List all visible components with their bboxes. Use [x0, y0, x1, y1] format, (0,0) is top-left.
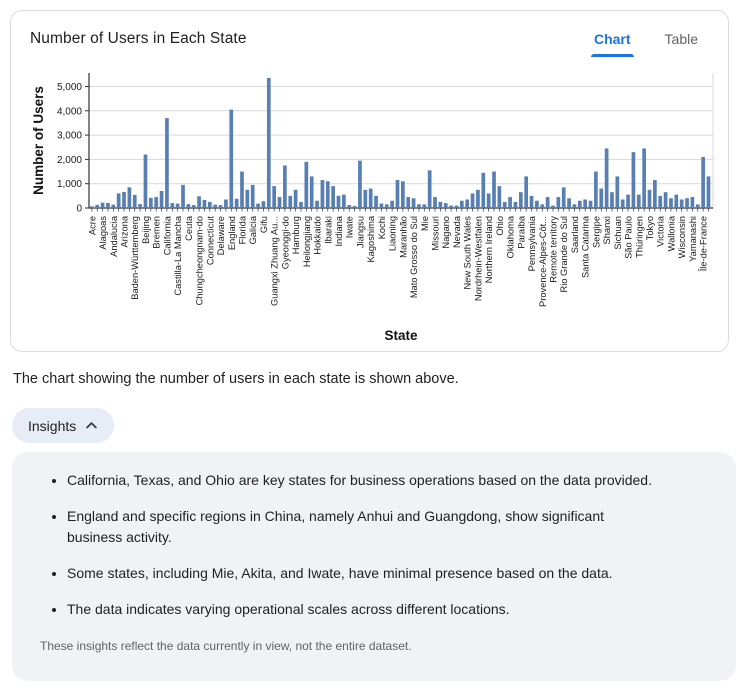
bar[interactable] [498, 186, 502, 208]
x-tick-label: Ceuta [183, 216, 194, 241]
card-header [11, 11, 728, 57]
x-tick-label: Guangxi Zhuang Au... [269, 216, 280, 306]
x-tick-label: Baden-Württemberg [130, 216, 141, 300]
bar[interactable] [235, 199, 239, 208]
bar[interactable] [138, 204, 142, 208]
bar[interactable] [160, 191, 164, 208]
x-tick-label: Provence-Alpes-Côt... [537, 216, 548, 307]
bar[interactable] [219, 205, 223, 208]
bar[interactable] [417, 204, 421, 208]
bar[interactable] [111, 205, 115, 208]
bar[interactable] [256, 204, 260, 208]
bar[interactable] [310, 176, 314, 208]
bar[interactable] [658, 196, 662, 208]
bar[interactable] [481, 173, 485, 208]
x-tick-label: Ohio [494, 216, 505, 236]
bar[interactable] [455, 206, 459, 208]
bar[interactable] [519, 192, 523, 208]
bar[interactable] [165, 118, 169, 208]
bar[interactable] [471, 193, 475, 208]
bar[interactable] [685, 198, 689, 208]
bar[interactable] [428, 170, 432, 208]
bar[interactable] [578, 201, 582, 208]
x-tick-label: Northern Ireland [484, 215, 495, 284]
x-tick-label: Yamanashi [687, 216, 698, 262]
x-tick-label: Nordrhein-Westfalen [473, 215, 484, 302]
x-tick-label: Delaware [216, 216, 227, 256]
bar[interactable] [203, 200, 207, 208]
chevron-up-icon [85, 419, 98, 432]
bar[interactable] [503, 202, 507, 208]
y-tick-label: 2,000 [56, 154, 82, 166]
bar[interactable] [664, 192, 668, 208]
bar[interactable] [460, 201, 464, 208]
bar[interactable] [176, 204, 180, 208]
bar[interactable] [492, 172, 496, 208]
x-tick-label: California [162, 216, 173, 256]
y-tick-label: 1,000 [56, 179, 82, 191]
x-tick-label: Kochi [376, 216, 387, 240]
bar[interactable] [707, 176, 711, 208]
x-tick-label: Bremen [151, 216, 162, 249]
bar[interactable] [615, 176, 619, 208]
bar[interactable] [530, 196, 534, 208]
bar[interactable] [208, 202, 212, 208]
bar[interactable] [594, 172, 598, 208]
bar[interactable] [315, 201, 319, 208]
bar[interactable] [246, 190, 250, 208]
bar[interactable] [224, 199, 228, 208]
bar[interactable] [439, 202, 443, 208]
insights-toggle-button[interactable] [12, 408, 114, 443]
insight-item: • The data indicates varying operational scales across different locations. [67, 599, 659, 620]
bar[interactable] [701, 157, 705, 208]
bar[interactable] [637, 195, 641, 208]
bar[interactable] [374, 196, 378, 208]
bar[interactable] [524, 176, 528, 208]
x-tick-label: England [226, 216, 237, 251]
x-tick-label: Liaoning [387, 216, 398, 252]
x-tick-label: Hokkaido [312, 216, 323, 255]
bar[interactable] [465, 199, 469, 208]
insight-item: • Some states, including Mie, Akita, and Iwate, have minimal presence based on the data. [67, 563, 659, 584]
bar[interactable] [691, 197, 695, 208]
x-tick-label: Hamburg [291, 216, 302, 255]
x-tick-label: Jiangsu [355, 216, 366, 249]
bar[interactable] [401, 181, 405, 208]
x-tick-label: Alagoas [98, 216, 109, 250]
x-tick-label: Beijing [140, 216, 151, 244]
x-tick-label: Victoria [655, 216, 666, 247]
bar[interactable] [605, 148, 609, 208]
x-tick-label: Wisconsin [677, 216, 688, 259]
bar[interactable] [181, 185, 185, 208]
bar[interactable] [262, 201, 266, 208]
bar[interactable] [106, 203, 110, 208]
bar[interactable] [294, 190, 298, 208]
insights-footnote: These insights reflect the data currently in view, not the entire dataset. [40, 639, 412, 653]
y-tick-label: 0 [76, 203, 82, 215]
insight-item: • California, Texas, and Ohio are key states for business operations based on the data provided. [67, 470, 659, 491]
bar[interactable] [406, 197, 410, 208]
bar[interactable] [589, 201, 593, 208]
x-axis-title: State [384, 328, 418, 343]
x-tick-label: Galicia [248, 216, 259, 245]
bar[interactable] [240, 172, 244, 208]
x-tick-label: Iwate [344, 216, 355, 239]
chart-caption: The chart showing the number of users in each state is shown above. [13, 371, 459, 387]
bar[interactable] [621, 199, 625, 208]
x-tick-label: Maranhão [398, 216, 409, 258]
bar[interactable] [567, 198, 571, 208]
insights-toggle-label: Insights [28, 417, 77, 434]
bar[interactable] [251, 185, 255, 208]
insights-panel [12, 452, 736, 681]
bar[interactable] [363, 190, 367, 208]
insights-list [40, 470, 708, 620]
bar[interactable] [133, 195, 137, 208]
bar[interactable] [390, 201, 394, 208]
bar[interactable] [326, 181, 330, 208]
bar[interactable] [626, 195, 630, 208]
bar[interactable] [380, 204, 384, 208]
bar[interactable] [278, 197, 282, 208]
x-tick-label: Thüringen [634, 216, 645, 258]
x-tick-label: Missouri [430, 216, 441, 251]
bar[interactable] [535, 201, 539, 208]
bar[interactable] [288, 196, 292, 208]
tab-table[interactable]: Table [664, 31, 698, 47]
bar[interactable] [170, 203, 174, 208]
bar[interactable] [101, 203, 105, 208]
bar[interactable] [283, 165, 287, 208]
bar[interactable] [149, 198, 153, 208]
bar[interactable] [412, 198, 416, 208]
x-tick-label: Remote territory [548, 216, 559, 283]
x-tick-label: Oklahoma [505, 216, 516, 259]
x-tick-label: Saarland [569, 216, 580, 254]
bar[interactable] [272, 186, 276, 208]
bar[interactable] [508, 197, 512, 208]
x-tick-label: Heilongjiang [301, 216, 312, 268]
bar[interactable] [90, 206, 94, 208]
bar[interactable] [213, 205, 217, 208]
bar[interactable] [642, 148, 646, 208]
bar[interactable] [267, 78, 271, 208]
chart-table-tabs [592, 27, 700, 57]
x-tick-label: Mato Grosso do Sul [409, 216, 420, 299]
bar[interactable] [331, 186, 335, 208]
bar[interactable] [487, 193, 491, 208]
x-tick-label: São Paulo [623, 216, 634, 259]
bar[interactable] [95, 205, 99, 208]
bar[interactable] [669, 198, 673, 208]
bar[interactable] [229, 110, 233, 208]
bar[interactable] [648, 190, 652, 208]
insight-item: • England and specific regions in China, namely Anhui and Guangdong, show significant business activity. [67, 506, 659, 548]
x-tick-label: Wallonia [666, 216, 677, 252]
chart-card [10, 10, 729, 352]
bar[interactable] [321, 180, 325, 208]
x-tick-label: Indiana [334, 216, 345, 247]
x-tick-label: Pennsylvania [527, 216, 538, 272]
bar[interactable] [632, 152, 636, 208]
chart-title: Number of Users in Each State [30, 30, 247, 47]
x-tick-label: Ibaraki [323, 216, 334, 244]
bar[interactable] [342, 195, 346, 208]
bar[interactable] [385, 204, 389, 208]
x-tick-label: Mie [419, 216, 430, 231]
x-tick-label: Tokyo [645, 216, 656, 241]
bar[interactable] [476, 190, 480, 208]
y-axis-title: Number of Users [31, 86, 46, 195]
bar[interactable] [444, 203, 448, 208]
tab-chart[interactable]: Chart [592, 27, 633, 57]
y-tick-label: 3,000 [56, 130, 82, 142]
bar[interactable] [122, 192, 126, 208]
bar[interactable] [610, 192, 614, 208]
x-tick-label: Chungcheongnam-do [194, 215, 205, 306]
x-tick-label: Andalucia [108, 216, 119, 257]
bar[interactable] [197, 196, 201, 208]
x-tick-label: Arizona [119, 216, 130, 248]
x-tick-label: Paraíba [516, 216, 527, 249]
bar[interactable] [154, 197, 158, 208]
x-tick-label: Sergipe [591, 216, 602, 249]
bar[interactable] [674, 195, 678, 208]
x-tick-label: Santa Catarina [580, 216, 591, 279]
bar[interactable] [353, 206, 357, 208]
x-tick-label: Kagoshima [366, 216, 377, 263]
bar[interactable] [653, 180, 657, 208]
x-tick-label: Gifu [258, 216, 269, 234]
x-tick-label: Nagano [441, 216, 452, 249]
bar[interactable] [358, 161, 362, 208]
x-tick-label: Castilla-La Mancha [173, 216, 184, 296]
bar[interactable] [557, 197, 561, 208]
x-tick-label: Florida [237, 216, 248, 245]
bar[interactable] [551, 206, 555, 208]
bar[interactable] [369, 189, 373, 208]
bar[interactable] [422, 204, 426, 208]
x-tick-label: Gyeonggi-do [280, 216, 291, 270]
x-tick-label: Sichuan [612, 216, 623, 250]
x-tick-label: Acre [87, 216, 98, 236]
x-tick-label: Île-de-France [698, 216, 709, 272]
bar[interactable] [299, 202, 303, 208]
bar[interactable] [144, 155, 148, 208]
bar[interactable] [514, 202, 518, 208]
bar[interactable] [433, 197, 437, 208]
bar[interactable] [680, 199, 684, 208]
bar[interactable] [347, 205, 351, 208]
users-by-state-bar-chart[interactable] [19, 63, 723, 351]
bar[interactable] [573, 204, 577, 208]
bar[interactable] [562, 187, 566, 208]
bar[interactable] [696, 204, 700, 208]
bar[interactable] [449, 206, 453, 208]
bar[interactable] [583, 199, 587, 208]
y-tick-label: 4,000 [56, 106, 82, 118]
y-tick-label: 5,000 [56, 82, 82, 93]
x-tick-label: Shanxi [602, 216, 613, 245]
bar[interactable] [396, 180, 400, 208]
bar[interactable] [128, 187, 132, 208]
bar[interactable] [540, 204, 544, 208]
bar[interactable] [192, 205, 196, 208]
x-tick-label: Nevada [451, 216, 462, 249]
bar[interactable] [337, 196, 341, 208]
x-tick-label: New South Wales [462, 216, 473, 290]
bar[interactable] [546, 197, 550, 208]
x-tick-label: Rio Grande do Sul [559, 216, 570, 293]
x-tick-label: Connecticut [205, 216, 216, 266]
bar[interactable] [599, 189, 603, 208]
bar[interactable] [187, 204, 191, 208]
bar[interactable] [304, 162, 308, 208]
bar[interactable] [117, 193, 121, 208]
